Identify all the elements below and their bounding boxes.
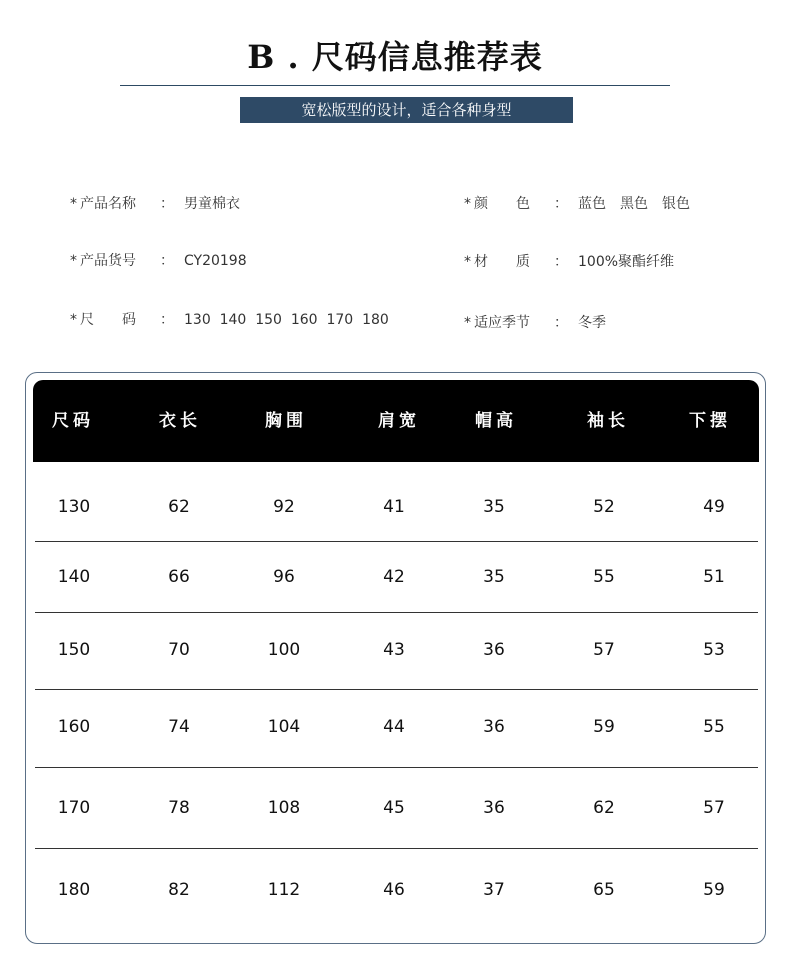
table-cell: 104 [267, 717, 301, 737]
table-cell: 42 [383, 567, 405, 587]
table-cell: 36 [483, 717, 505, 737]
info-separator: ： [554, 315, 568, 331]
info-separator: ： [160, 253, 174, 269]
table-cell: 180 [57, 880, 91, 900]
info-value: 蓝色 黑色 银色 [578, 196, 690, 212]
table-cell: 51 [703, 567, 725, 587]
info-label: 适应季节 [474, 315, 530, 331]
bullet-star: * [70, 196, 77, 212]
size-table-header [33, 380, 759, 462]
table-cell: 100 [267, 640, 301, 660]
info-label: 颜 色 [474, 196, 530, 212]
info-value: CY20198 [184, 253, 247, 269]
info-season [464, 312, 606, 332]
table-cell: 55 [593, 567, 615, 587]
info-label: 尺 码 [80, 312, 136, 328]
subtitle-banner: 宽松版型的设计，适合各种身型 [240, 97, 573, 123]
table-cell: 108 [267, 798, 301, 818]
table-cell: 82 [168, 880, 190, 900]
table-cell: 74 [168, 717, 190, 737]
table-cell: 49 [703, 497, 725, 517]
header-length: 衣长 [159, 411, 201, 431]
info-separator: ： [160, 312, 174, 328]
table-cell: 59 [703, 880, 725, 900]
info-separator: ： [160, 196, 174, 212]
row-divider [35, 541, 758, 542]
info-product-name [70, 193, 240, 213]
bullet-star: * [464, 196, 471, 212]
info-value: 130 140 150 160 170 180 [184, 312, 389, 328]
row-divider [35, 689, 758, 690]
table-cell: 160 [57, 717, 91, 737]
info-color [464, 193, 690, 213]
table-cell: 59 [593, 717, 615, 737]
table-cell: 36 [483, 798, 505, 818]
table-cell: 112 [267, 880, 301, 900]
info-size [70, 309, 389, 329]
header-hem: 下摆 [689, 411, 731, 431]
table-cell: 45 [383, 798, 405, 818]
bullet-star: * [70, 253, 77, 269]
table-cell: 37 [483, 880, 505, 900]
info-material [464, 251, 674, 271]
table-cell: 57 [703, 798, 725, 818]
bullet-star: * [464, 315, 471, 331]
bullet-star: * [464, 254, 471, 270]
table-cell: 70 [168, 640, 190, 660]
info-value: 男童棉衣 [184, 196, 240, 212]
info-product-no [70, 250, 247, 270]
table-cell: 150 [57, 640, 91, 660]
page-title: B . 尺码信息推荐表 [247, 38, 543, 76]
table-cell: 62 [593, 798, 615, 818]
info-value: 冬季 [578, 315, 606, 331]
table-cell: 130 [57, 497, 91, 517]
table-cell: 62 [168, 497, 190, 517]
title-divider [120, 85, 670, 86]
info-value: 100%聚酯纤维 [578, 254, 675, 270]
info-label: 产品名称 [80, 196, 136, 212]
info-label: 产品货号 [80, 253, 136, 269]
table-cell: 66 [168, 567, 190, 587]
info-separator: ： [554, 254, 568, 270]
row-divider [35, 848, 758, 849]
bullet-star: * [70, 312, 77, 328]
row-divider [35, 767, 758, 768]
table-cell: 170 [57, 798, 91, 818]
table-cell: 52 [593, 497, 615, 517]
header-shoulder: 肩宽 [378, 411, 420, 431]
table-cell: 35 [483, 497, 505, 517]
table-cell: 57 [593, 640, 615, 660]
table-cell: 46 [383, 880, 405, 900]
table-cell: 41 [383, 497, 405, 517]
header-chest: 胸围 [265, 411, 307, 431]
header-size: 尺码 [52, 411, 94, 431]
header-sleeve: 袖长 [587, 411, 629, 431]
table-cell: 35 [483, 567, 505, 587]
table-cell: 53 [703, 640, 725, 660]
info-label: 材 质 [474, 254, 530, 270]
table-cell: 36 [483, 640, 505, 660]
table-cell: 140 [57, 567, 91, 587]
table-cell: 44 [383, 717, 405, 737]
table-cell: 96 [273, 567, 295, 587]
table-cell: 92 [273, 497, 295, 517]
table-cell: 55 [703, 717, 725, 737]
table-cell: 78 [168, 798, 190, 818]
info-separator: ： [554, 196, 568, 212]
header-hood: 帽高 [475, 411, 517, 431]
row-divider [35, 612, 758, 613]
table-cell: 65 [593, 880, 615, 900]
table-cell: 43 [383, 640, 405, 660]
